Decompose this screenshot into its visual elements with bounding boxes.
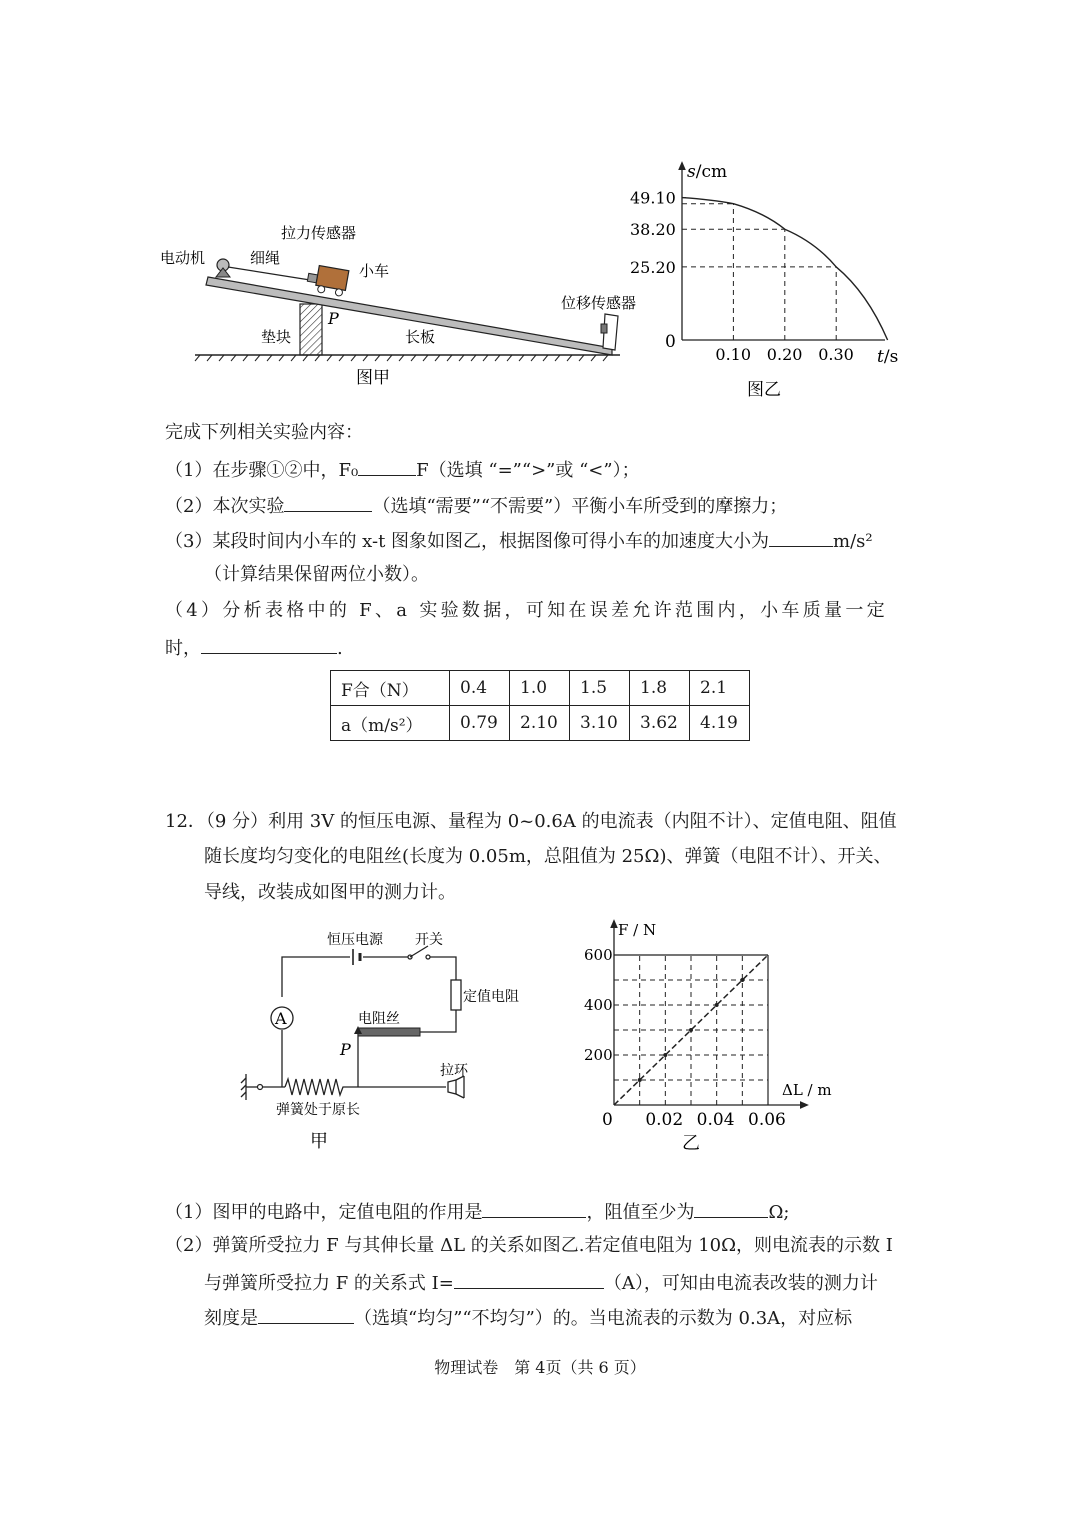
force-acceleration-table [330, 670, 750, 741]
label-resistor: 定值电阻 [463, 989, 519, 1005]
q11-1 [165, 455, 640, 484]
caption-jia: 甲 [310, 1131, 328, 1152]
y-tick-label: 200 [584, 1046, 613, 1064]
incline-apparatus-figure [150, 210, 637, 395]
page-footer: 物理试卷 第 4页（共 6 页） [434, 1358, 646, 1377]
f-deltaL-graph [570, 915, 840, 1155]
label-motor: 电动机 [160, 249, 206, 267]
answer-blank[interactable] [258, 1303, 354, 1324]
intro-text: 完成下列相关实验内容： [165, 422, 363, 443]
q12-2-line1: （2）弹簧所受拉力 F 与其伸长量 ΔL 的关系如图乙.若定值电阻为 10Ω，则电流表的示数 I [165, 1235, 893, 1256]
y-tick-label: 400 [584, 996, 613, 1014]
q12-2-line2 [204, 1268, 878, 1297]
q11-3-text-a: （3）某段时间内小车的 x-t 图象如图乙，根据图像可得小车的加速度大小为 [165, 531, 770, 552]
q12-line2: 随长度均匀变化的电阻丝(长度为 0.05m，总阻值为 25Ω)、弹簧（电阻不计）、开关、 [204, 846, 892, 867]
q11-2-text-b: （选填“需要”“不需要”）平衡小车所受到的摩擦力； [372, 496, 788, 517]
table-cell: 1.8 [630, 671, 690, 706]
q11-2 [165, 491, 787, 520]
x-axis-label: ΔL / m [782, 1081, 832, 1099]
q12-2-text-d: （选填“均匀”“不均匀”）的。当电流表的示数为 0.3A，对应标 [354, 1308, 853, 1329]
label-point-p: P [328, 309, 339, 328]
label-wire: 电阻丝 [358, 1011, 400, 1027]
x-axis-label: t/s [877, 347, 899, 367]
q11-4-text-a: 时， [165, 638, 201, 659]
q11-4-line1: （4）分析表格中的 F、a 实验数据，可知在误差允许范围内，小车质量一定 [165, 600, 888, 621]
q12-2-text-b: （A），可知由电流表改装的测力计 [603, 1273, 878, 1294]
y-tick-label: 25.20 [630, 257, 676, 277]
y-axis-label: s/cm [687, 162, 728, 182]
table-cell: 3.10 [570, 706, 630, 741]
q11-1-text-b: F（选填 “=”“>”或 “<”）； [416, 460, 640, 481]
data-point [715, 1003, 719, 1007]
label-point-p: P [340, 1040, 351, 1059]
figure-caption-jia: 图甲 [356, 368, 390, 388]
label-block: 垫块 [261, 328, 292, 346]
table-cell: 4.19 [690, 706, 750, 741]
q11-3-note: （计算结果保留两位小数）。 [204, 564, 429, 585]
q11-4-line2 [165, 633, 343, 662]
q11-1-text-a: （1）在步骤①②中，F₀ [165, 460, 359, 481]
answer-blank[interactable] [201, 633, 337, 654]
label-board: 长板 [405, 328, 436, 346]
table-cell: 2.1 [690, 671, 750, 706]
q11-3 [165, 526, 873, 555]
y-tick-label: 38.20 [630, 220, 676, 240]
table-cell: 0.79 [450, 706, 510, 741]
label-displacement-sensor: 位移传感器 [561, 294, 637, 312]
q12-2-line3 [204, 1303, 852, 1332]
q11-3-text-b: m/s² [833, 531, 873, 552]
y-tick-label: 600 [584, 946, 613, 964]
label-spring: 弹簧处于原长 [276, 1102, 360, 1118]
q12-1 [165, 1197, 789, 1226]
table-row [331, 671, 750, 706]
label-rope: 细绳 [250, 249, 281, 267]
data-point [663, 1053, 667, 1057]
q11-4-text-b: . [337, 638, 343, 659]
label-cart: 小车 [359, 262, 390, 280]
caption-yi: 乙 [682, 1133, 700, 1154]
y-axis-label: F / N [618, 921, 657, 939]
x-tick-label: 0.06 [748, 1110, 786, 1130]
q12-2-text-c: 刻度是 [204, 1308, 258, 1329]
x-tick-label: 0.20 [766, 345, 803, 364]
label-ring: 拉环 [440, 1063, 468, 1079]
data-point [638, 1078, 642, 1082]
data-point [689, 1028, 693, 1032]
figure-caption-yi: 图乙 [747, 380, 781, 400]
table-head-acceleration: a（m/s²） [331, 706, 450, 741]
table-head-force: F合（N） [331, 671, 450, 706]
q12-line3: 导线，改装成如图甲的测力计。 [204, 882, 456, 903]
q12-2-text-a: 与弹簧所受拉力 F 的关系式 I= [204, 1273, 454, 1294]
x-tick-label: 0.10 [715, 345, 752, 364]
support-block [300, 304, 322, 355]
table-cell: 1.5 [570, 671, 630, 706]
y-tick-label: 49.10 [630, 188, 676, 208]
origin-label: 0 [602, 1110, 613, 1130]
answer-blank[interactable] [358, 455, 416, 476]
answer-blank[interactable] [769, 526, 833, 547]
data-point [740, 978, 744, 982]
answer-blank[interactable] [454, 1268, 604, 1289]
x-tick-label: 0.30 [818, 345, 854, 364]
answer-blank[interactable] [694, 1197, 768, 1218]
label-force-sensor: 拉力传感器 [281, 224, 357, 242]
s-t-graph [615, 155, 915, 405]
answer-blank[interactable] [284, 491, 372, 512]
answer-blank[interactable] [482, 1197, 586, 1218]
x-tick-label: 0.04 [696, 1110, 735, 1130]
circuit-diagram [230, 922, 519, 1157]
table-cell: 1.0 [510, 671, 570, 706]
q12-1-text-a: （1）图甲的电路中，定值电阻的作用是 [165, 1202, 483, 1223]
origin-label: 0 [665, 332, 676, 352]
rope [228, 267, 310, 280]
x-tick-label: 0.02 [645, 1110, 684, 1130]
table-cell: 3.62 [630, 706, 690, 741]
table-row [331, 706, 750, 741]
q12-line1: 12．（9 分）利用 3V 的恒压电源、量程为 0~0.6A 的电流表（内阻不计）、定值电阻、阻值 [165, 811, 897, 832]
table-cell: 2.10 [510, 706, 570, 741]
cart [315, 266, 349, 297]
label-switch: 开关 [415, 932, 443, 948]
q11-2-text-a: （2）本次实验 [165, 496, 285, 517]
q12-1-text-b: ，阻值至少为 [586, 1202, 695, 1223]
q12-1-text-c: Ω; [768, 1202, 790, 1223]
label-ammeter: A [275, 1009, 287, 1028]
table-cell: 0.4 [450, 671, 510, 706]
resistance-wire [358, 1028, 420, 1036]
label-source: 恒压电源 [327, 932, 383, 948]
